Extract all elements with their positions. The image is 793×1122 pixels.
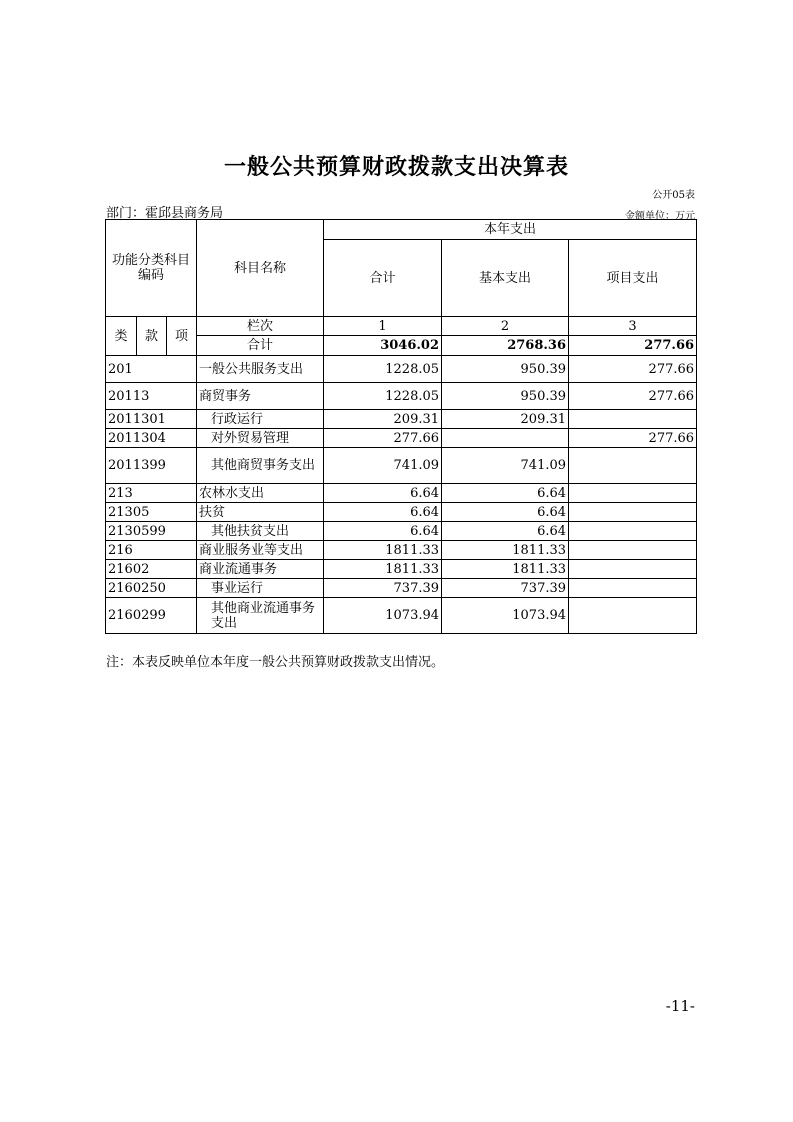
row-name: 商业流通事务 bbox=[197, 560, 324, 579]
total-project: 277.66 bbox=[569, 336, 697, 356]
table-row bbox=[106, 383, 697, 410]
row-project bbox=[569, 579, 697, 598]
row-name: 商业服务业等支出 bbox=[197, 541, 324, 560]
unit-label: 金额单位：万元 bbox=[625, 211, 695, 222]
header-lei: 类 bbox=[106, 317, 137, 356]
row-code: 2160299 bbox=[106, 598, 197, 634]
row-total: 6.64 bbox=[324, 484, 442, 503]
row-basic: 209.31 bbox=[442, 410, 569, 429]
row-code: 2011301 bbox=[106, 410, 197, 429]
row-basic: 6.64 bbox=[442, 522, 569, 541]
table-row bbox=[106, 429, 697, 448]
header-subject-name: 科目名称 bbox=[197, 220, 324, 317]
row-total: 6.64 bbox=[324, 522, 442, 541]
header-func-code: 功能分类科目编码 bbox=[106, 220, 197, 317]
table-row bbox=[106, 541, 697, 560]
header-xiang: 项 bbox=[167, 317, 197, 356]
row-project: 277.66 bbox=[569, 356, 697, 383]
header-col-project: 项目支出 bbox=[569, 240, 697, 317]
table-row bbox=[106, 598, 697, 634]
department-label: 部门：霍邱县商务局 bbox=[106, 206, 224, 221]
table-row bbox=[106, 522, 697, 541]
row-code: 2160250 bbox=[106, 579, 197, 598]
header-kuan: 款 bbox=[137, 317, 167, 356]
row-basic: 6.64 bbox=[442, 484, 569, 503]
header-idx3: 3 bbox=[569, 317, 697, 336]
row-basic: 741.09 bbox=[442, 448, 569, 484]
row-name: 一般公共服务支出 bbox=[197, 356, 324, 383]
row-code: 201 bbox=[106, 356, 197, 383]
row-code: 2011399 bbox=[106, 448, 197, 484]
row-basic: 1811.33 bbox=[442, 560, 569, 579]
total-label: 合计 bbox=[197, 336, 324, 356]
row-name: 商贸事务 bbox=[197, 383, 324, 410]
row-project bbox=[569, 484, 697, 503]
table-row bbox=[106, 356, 697, 383]
table-row bbox=[106, 410, 697, 429]
row-total: 1811.33 bbox=[324, 541, 442, 560]
row-project bbox=[569, 598, 697, 634]
row-basic: 6.64 bbox=[442, 503, 569, 522]
row-project bbox=[569, 503, 697, 522]
row-project bbox=[569, 541, 697, 560]
total-total: 3046.02 bbox=[324, 336, 442, 356]
row-code: 20113 bbox=[106, 383, 197, 410]
row-name: 其他商业流通事务支出 bbox=[197, 598, 324, 634]
row-name: 扶贫 bbox=[197, 503, 324, 522]
row-basic: 950.39 bbox=[442, 356, 569, 383]
page-number: -11- bbox=[665, 997, 695, 1015]
row-code: 2130599 bbox=[106, 522, 197, 541]
header-col-basic: 基本支出 bbox=[442, 240, 569, 317]
header-idx2: 2 bbox=[442, 317, 569, 336]
row-project bbox=[569, 522, 697, 541]
table-row bbox=[106, 484, 697, 503]
row-code: 21305 bbox=[106, 503, 197, 522]
row-project: 277.66 bbox=[569, 383, 697, 410]
row-name: 其他扶贫支出 bbox=[197, 522, 324, 541]
table-row bbox=[106, 560, 697, 579]
form-code: 公开05表 bbox=[652, 190, 695, 201]
row-basic: 737.39 bbox=[442, 579, 569, 598]
row-name: 对外贸易管理 bbox=[197, 429, 324, 448]
budget-table bbox=[105, 219, 697, 634]
table-row bbox=[106, 579, 697, 598]
row-total: 1228.05 bbox=[324, 356, 442, 383]
row-code: 21602 bbox=[106, 560, 197, 579]
row-project bbox=[569, 560, 697, 579]
row-total: 1073.94 bbox=[324, 598, 442, 634]
row-total: 737.39 bbox=[324, 579, 442, 598]
row-total: 6.64 bbox=[324, 503, 442, 522]
table-row bbox=[106, 448, 697, 484]
row-code: 2011304 bbox=[106, 429, 197, 448]
row-total: 277.66 bbox=[324, 429, 442, 448]
row-project bbox=[569, 448, 697, 484]
header-year-expense: 本年支出 bbox=[324, 220, 697, 240]
row-basic: 1073.94 bbox=[442, 598, 569, 634]
header-lanci: 栏次 bbox=[197, 317, 324, 336]
row-name: 事业运行 bbox=[197, 579, 324, 598]
row-project bbox=[569, 410, 697, 429]
row-name: 农林水支出 bbox=[197, 484, 324, 503]
row-basic bbox=[442, 429, 569, 448]
header-idx1: 1 bbox=[324, 317, 442, 336]
row-code: 213 bbox=[106, 484, 197, 503]
row-total: 209.31 bbox=[324, 410, 442, 429]
table-row bbox=[106, 503, 697, 522]
footnote: 注：本表反映单位本年度一般公共预算财政拨款支出情况。 bbox=[106, 655, 445, 670]
row-code: 216 bbox=[106, 541, 197, 560]
row-total: 1228.05 bbox=[324, 383, 442, 410]
row-name: 行政运行 bbox=[197, 410, 324, 429]
header-col-total: 合计 bbox=[324, 240, 442, 317]
row-total: 1811.33 bbox=[324, 560, 442, 579]
row-name: 其他商贸事务支出 bbox=[197, 448, 324, 484]
document-title: 一般公共预算财政拨款支出决算表 bbox=[223, 155, 569, 180]
total-basic: 2768.36 bbox=[442, 336, 569, 356]
row-basic: 1811.33 bbox=[442, 541, 569, 560]
row-project: 277.66 bbox=[569, 429, 697, 448]
row-basic: 950.39 bbox=[442, 383, 569, 410]
row-total: 741.09 bbox=[324, 448, 442, 484]
